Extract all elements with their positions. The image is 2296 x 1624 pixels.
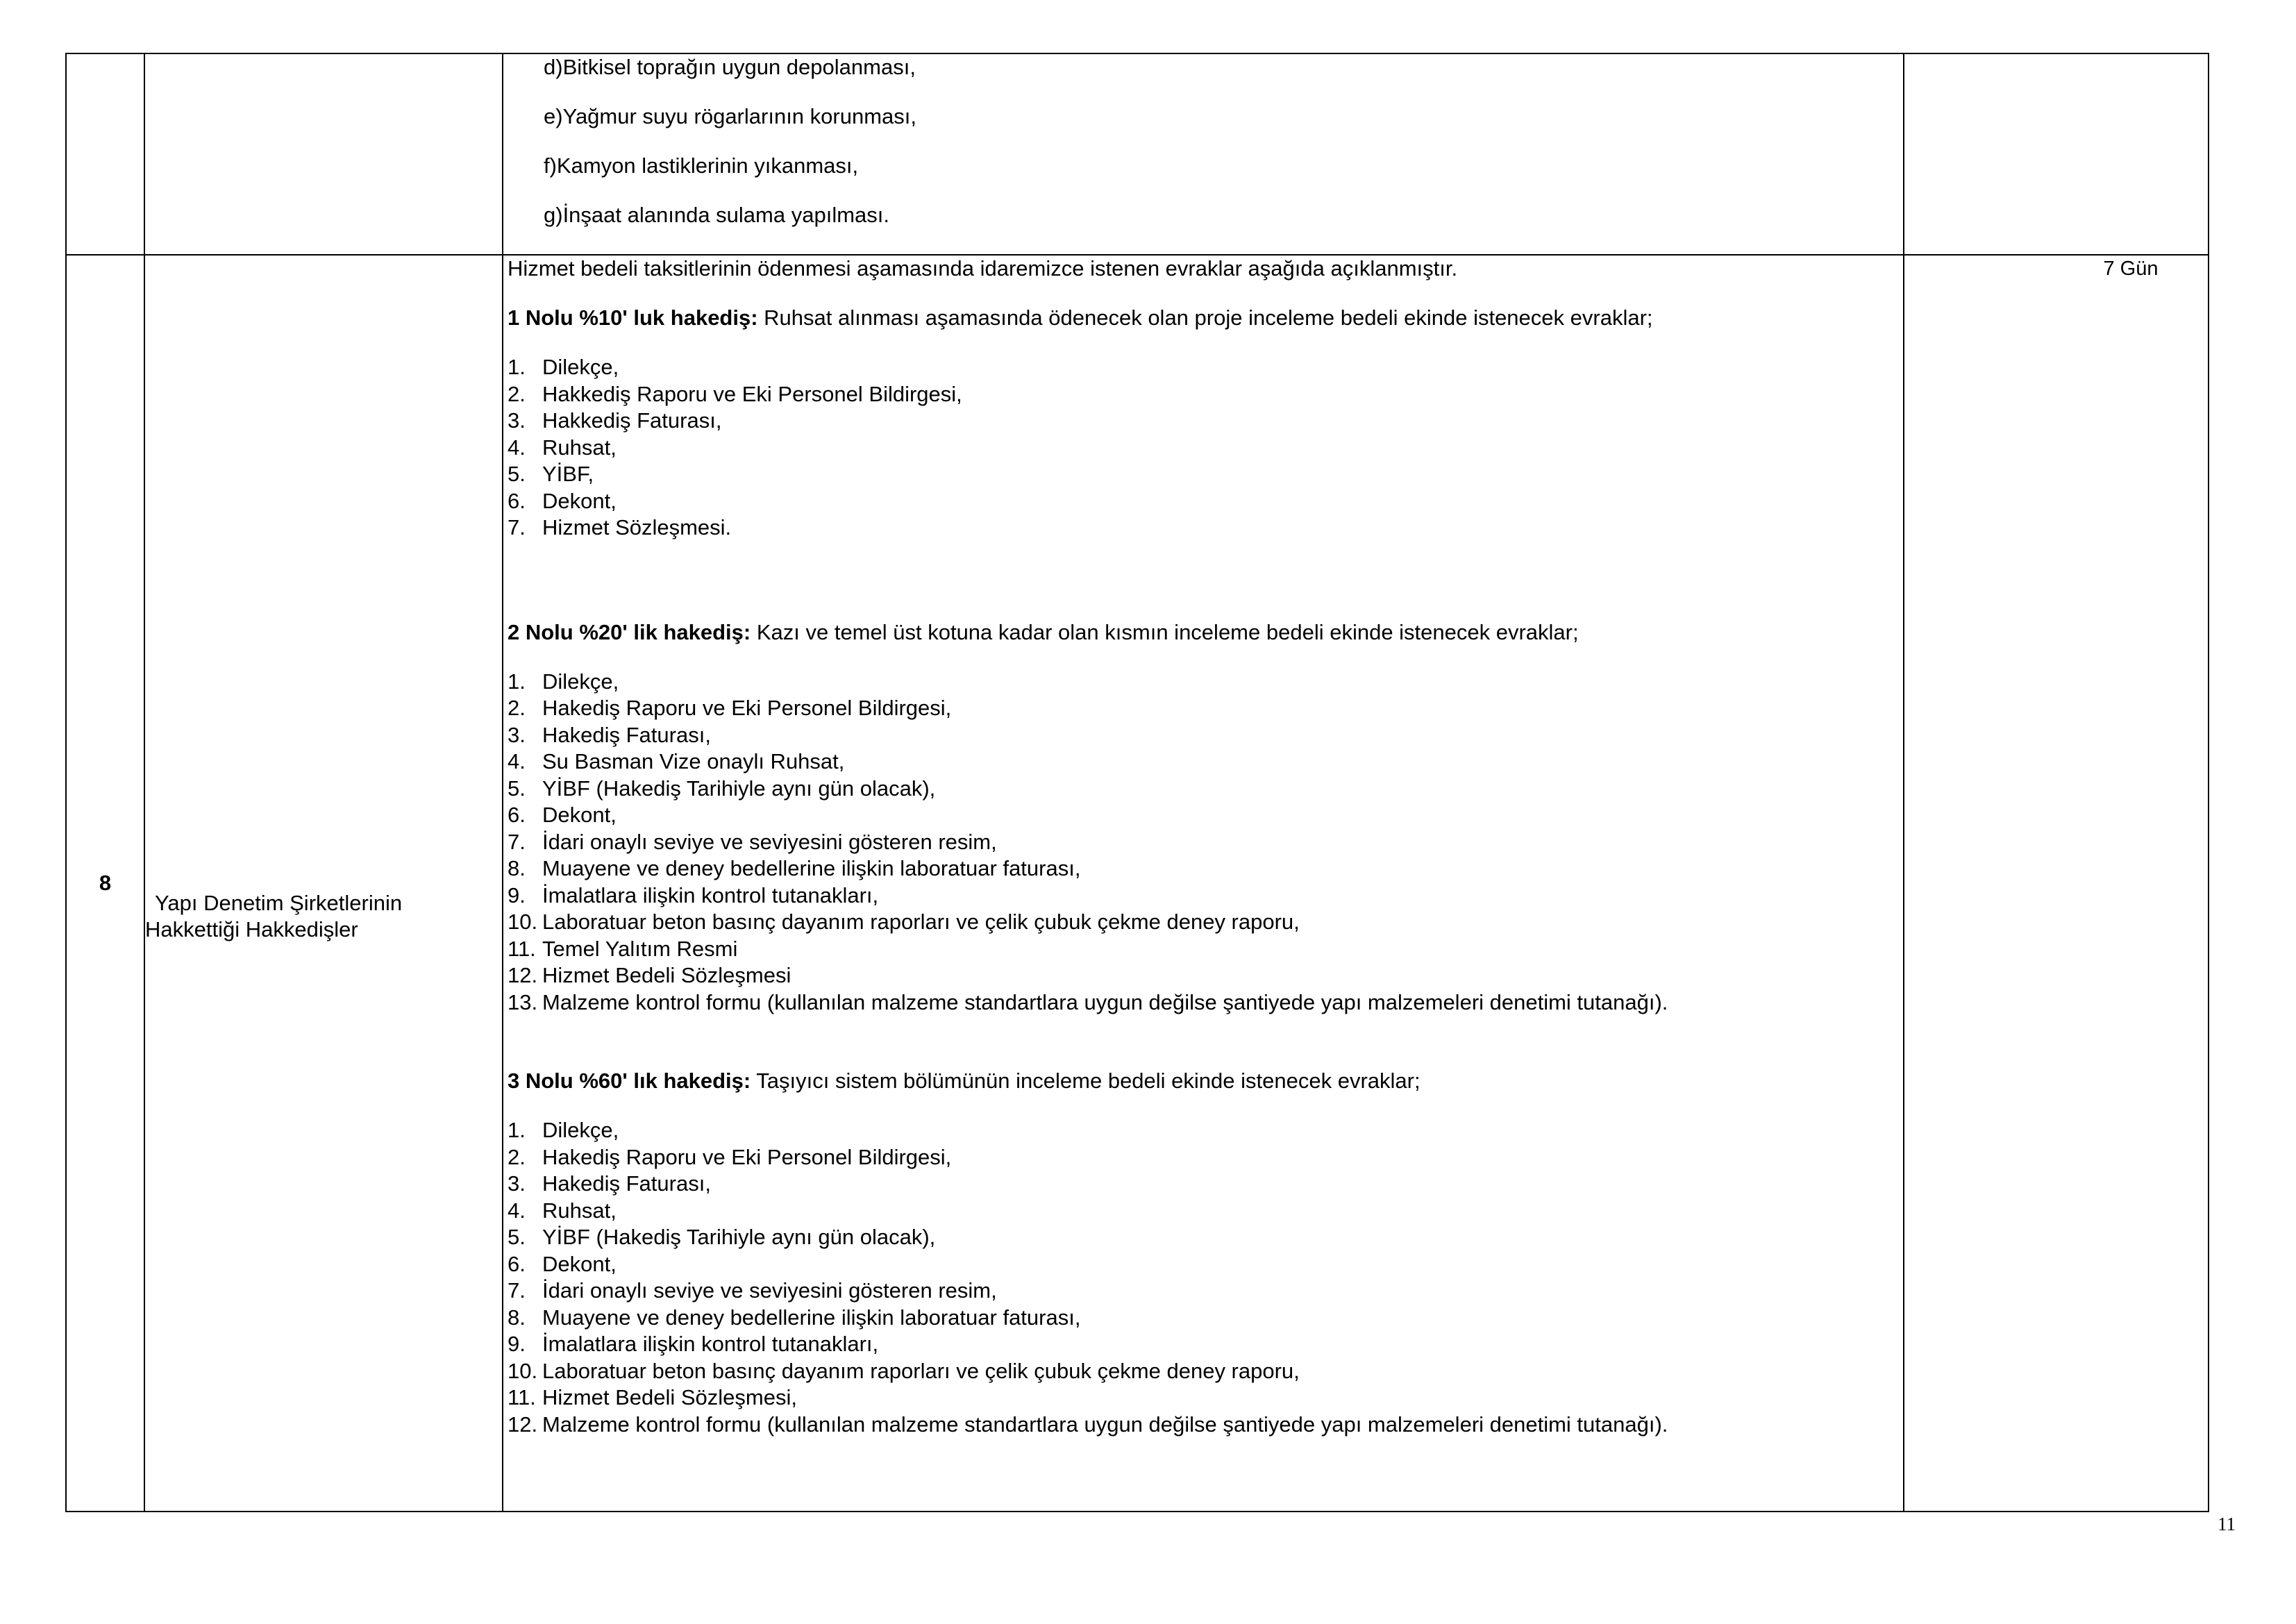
list-item bbox=[508, 882, 1899, 910]
item-number: 2. bbox=[508, 696, 526, 720]
item-text: Dilekçe, bbox=[542, 355, 619, 379]
item-text: İdari onaylı seviye ve seviyesini gösteren resim, bbox=[542, 829, 997, 854]
service-name-line2: Hakkettiği Hakkedişler bbox=[145, 917, 358, 941]
item-number: 12. bbox=[508, 1412, 538, 1437]
item-text: Dekont, bbox=[542, 1251, 617, 1276]
list-item bbox=[508, 1412, 1899, 1439]
item-number: 5. bbox=[508, 776, 526, 801]
section-2-list bbox=[508, 669, 1899, 1016]
table-row-previous bbox=[66, 53, 2209, 255]
item-text: Ruhsat, bbox=[542, 1198, 617, 1223]
item-number: 7. bbox=[508, 1278, 526, 1303]
item-number: 1. bbox=[508, 669, 526, 694]
list-item bbox=[508, 936, 1899, 963]
item-text: Laboratuar beton basınç dayanım raporları ve çelik çubuk çekme deney raporu, bbox=[542, 1358, 1300, 1383]
item-text: YİBF (Hakediş Tarihiyle aynı gün olacak), bbox=[542, 1225, 936, 1249]
item-text: Hakediş Faturası, bbox=[542, 722, 711, 747]
item-number: 1. bbox=[508, 355, 526, 379]
list-item bbox=[508, 435, 1899, 462]
list-item bbox=[508, 1358, 1899, 1385]
prev-description-cell bbox=[503, 53, 1904, 255]
item-number: 13. bbox=[508, 989, 538, 1014]
list-item: g)İnşaat alanında sulama yapılması. bbox=[544, 203, 889, 227]
prev-duration-cell bbox=[1904, 53, 2209, 255]
list-item bbox=[508, 1224, 1899, 1251]
item-number: 7. bbox=[508, 829, 526, 854]
item-text: Hakkediş Faturası, bbox=[542, 408, 722, 433]
prev-name-cell bbox=[144, 53, 503, 255]
item-number: 10. bbox=[508, 910, 538, 934]
section-heading-1: 1 Nolu %10' luk hakediş: Ruhsat alınması aşamasında ödenecek olan proje inceleme bedeli ekinde istenecek evraklar; bbox=[508, 305, 1653, 330]
item-text: İdari onaylı seviye ve seviyesini gösteren resim, bbox=[542, 1278, 997, 1303]
list-item bbox=[508, 695, 1899, 722]
item-text: İmalatlara ilişkin kontrol tutanakları, bbox=[542, 1332, 879, 1356]
item-number: 6. bbox=[508, 1251, 526, 1276]
item-text: Hizmet Sözleşmesi. bbox=[542, 515, 732, 539]
item-text: Dilekçe, bbox=[542, 669, 619, 694]
list-item: d)Bitkisel toprağın uygun depolanması, bbox=[544, 55, 916, 79]
list-item bbox=[508, 1305, 1899, 1332]
list-item: f)Kamyon lastiklerinin yıkanması, bbox=[544, 153, 859, 178]
service-name-cell bbox=[144, 255, 503, 1512]
item-text: Laboratuar beton basınç dayanım raporları ve çelik çubuk çekme deney raporu, bbox=[542, 910, 1300, 934]
list-item bbox=[508, 1331, 1899, 1358]
item-number: 6. bbox=[508, 803, 526, 827]
item-number: 2. bbox=[508, 1144, 526, 1169]
page-number: 11 bbox=[2218, 1514, 2236, 1534]
list-item bbox=[508, 461, 1899, 488]
item-number: 2. bbox=[508, 381, 526, 406]
item-number: 5. bbox=[508, 1225, 526, 1249]
item-number: 1. bbox=[508, 1118, 526, 1142]
section-1-list bbox=[508, 354, 1899, 542]
item-number: 8. bbox=[508, 1305, 526, 1330]
section-heading-2: 2 Nolu %20' lik hakediş: Kazı ve temel üst kotuna kadar olan kısmın inceleme bedeli ekinde istenecek evraklar; bbox=[508, 619, 1579, 644]
item-number: 9. bbox=[508, 1332, 526, 1356]
item-number: 8. bbox=[508, 856, 526, 880]
prev-number-cell bbox=[66, 53, 144, 255]
item-text: Malzeme kontrol formu (kullanılan malzeme standartlara uygun değilse şantiyede yapı malzemeleri denetimi tutanağı). bbox=[542, 1412, 1668, 1437]
duration-cell: 7 Gün bbox=[1904, 255, 2209, 1512]
item-text: Dekont, bbox=[542, 488, 617, 513]
list-item bbox=[508, 1251, 1899, 1278]
row-number-cell: 8 bbox=[66, 255, 144, 1512]
item-text: Hizmet Bedeli Sözleşmesi bbox=[542, 963, 791, 987]
list-item bbox=[508, 1384, 1899, 1412]
table-row-8 bbox=[66, 255, 2209, 1512]
list-item bbox=[508, 354, 1899, 381]
item-number: 4. bbox=[508, 435, 526, 460]
list-item bbox=[508, 722, 1899, 749]
item-number: 6. bbox=[508, 488, 526, 513]
item-text: Muayene ve deney bedellerine ilişkin laboratuar faturası, bbox=[542, 856, 1081, 880]
item-text: Hakediş Raporu ve Eki Personel Bildirgesi, bbox=[542, 696, 952, 720]
list-item bbox=[508, 488, 1899, 515]
service-name-line1: Yapı Denetim Şirketlerinin bbox=[155, 891, 403, 915]
section-heading-3: 3 Nolu %60' lık hakediş: Taşıyıcı sistem bölümünün inceleme bedeli ekinde istenecek evraklar; bbox=[508, 1069, 1421, 1093]
item-number: 11. bbox=[508, 936, 536, 961]
section-3-list bbox=[508, 1117, 1899, 1438]
item-number: 10. bbox=[508, 1358, 538, 1383]
description-cell bbox=[503, 255, 1904, 1512]
item-text: Dilekçe, bbox=[542, 1118, 619, 1142]
list-item bbox=[508, 514, 1899, 542]
item-text: YİBF, bbox=[542, 462, 594, 486]
list-item bbox=[508, 1198, 1899, 1225]
requirements-table bbox=[65, 53, 2209, 1512]
item-text: İmalatlara ilişkin kontrol tutanakları, bbox=[542, 882, 879, 907]
list-item bbox=[508, 802, 1899, 829]
list-item bbox=[508, 1144, 1899, 1171]
list-item bbox=[508, 989, 1899, 1016]
list-item bbox=[508, 909, 1899, 936]
item-text: Ruhsat, bbox=[542, 435, 617, 460]
item-number: 5. bbox=[508, 462, 526, 486]
list-item bbox=[508, 669, 1899, 696]
list-item bbox=[508, 829, 1899, 856]
item-text: YİBF (Hakediş Tarihiyle aynı gün olacak), bbox=[542, 776, 936, 801]
list-item: e)Yağmur suyu rögarlarının korunması, bbox=[544, 104, 916, 128]
list-item bbox=[508, 1117, 1899, 1144]
list-item bbox=[508, 408, 1899, 435]
list-item bbox=[508, 1171, 1899, 1198]
item-text: Malzeme kontrol formu (kullanılan malzeme standartlara uygun değilse şantiyede yapı malzemeleri denetimi tutanağı). bbox=[542, 989, 1668, 1014]
item-number: 12. bbox=[508, 963, 538, 987]
prev-items-list bbox=[503, 54, 1903, 228]
item-text: Dekont, bbox=[542, 803, 617, 827]
item-text: Hakediş Faturası, bbox=[542, 1171, 711, 1196]
item-text: Hizmet Bedeli Sözleşmesi, bbox=[542, 1385, 797, 1409]
item-number: 11. bbox=[508, 1385, 536, 1409]
list-item bbox=[508, 748, 1899, 776]
item-number: 4. bbox=[508, 1198, 526, 1223]
item-number: 3. bbox=[508, 408, 526, 433]
item-number: 4. bbox=[508, 749, 526, 773]
item-number: 7. bbox=[508, 515, 526, 539]
intro-text: Hizmet bedeli taksitlerinin ödenmesi aşamasında idaremizce istenen evraklar aşağıda açıklanmıştır. bbox=[508, 256, 1458, 281]
list-item bbox=[508, 962, 1899, 989]
list-item bbox=[508, 1278, 1899, 1305]
item-number: 3. bbox=[508, 722, 526, 747]
item-text: Hakkediş Raporu ve Eki Personel Bildirgesi, bbox=[542, 381, 962, 406]
item-text: Muayene ve deney bedellerine ilişkin laboratuar faturası, bbox=[542, 1305, 1081, 1330]
list-item bbox=[508, 776, 1899, 803]
list-item bbox=[508, 381, 1899, 408]
item-text: Temel Yalıtım Resmi bbox=[542, 936, 738, 961]
item-text: Su Basman Vize onaylı Ruhsat, bbox=[542, 749, 845, 773]
item-text: Hakediş Raporu ve Eki Personel Bildirgesi, bbox=[542, 1144, 952, 1169]
item-number: 3. bbox=[508, 1171, 526, 1196]
list-item bbox=[508, 855, 1899, 882]
item-number: 9. bbox=[508, 882, 526, 907]
